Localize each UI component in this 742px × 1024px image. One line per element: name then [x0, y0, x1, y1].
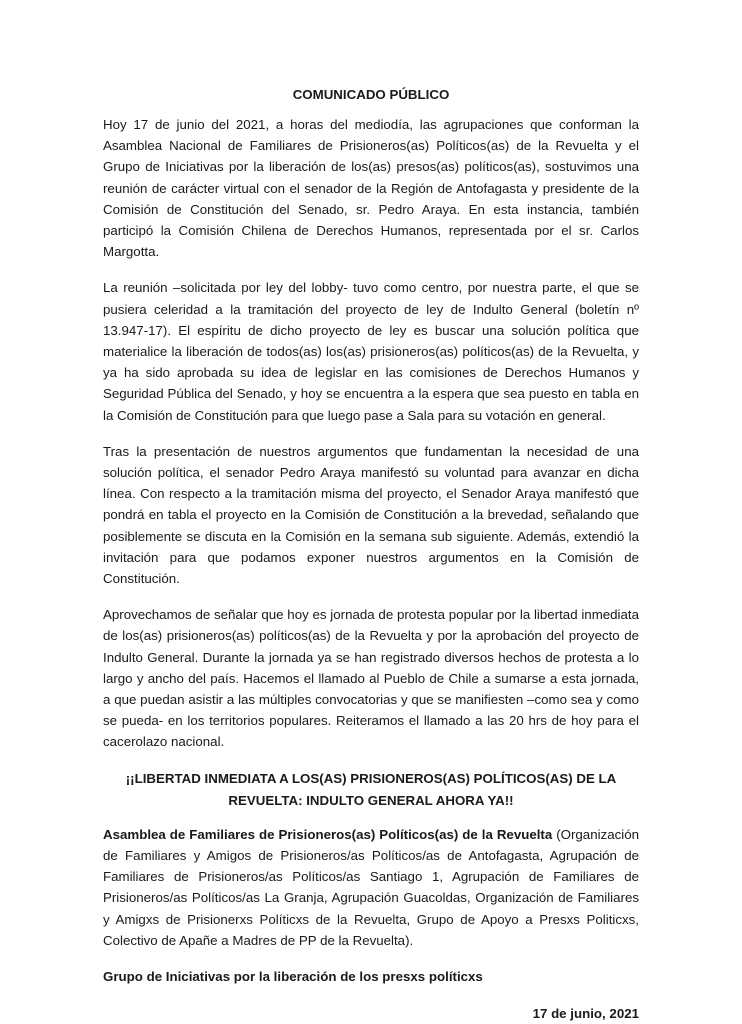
paragraph-protest: Aprovechamos de señalar que hoy es jornada de protesta popular por la libertad inmediata de los(as) prisioneros(as) políticos(as) de la Revuelta y por la aprobación del proyecto de Indulto General. Durante la jornada ya se han registrado diversos hechos de protesta a lo largo y ancho del país. Hacemos el llamado al Pueblo de Chile a sumarse a esta jornada, a que puedan asistir a las múltiples convocatorias y que se manifiesten –como sea y como se pueda- en los territorios populares. Reiteramos el llamado a las 20 hrs de hoy para el cacerolazo nacional. [103, 607, 639, 750]
paragraph-meeting: Hoy 17 de junio del 2021, a horas del mediodía, las agrupaciones que conforman la Asamblea Nacional de Familiares de Prisioneros(as) Políticos(as) de la Revuelta y el Grupo de Iniciativas por la liberación de los(as) presos(as) políticos(as), sostuvimos una reunión de carácter virtual con el senador de la Región de Antofagasta y presidente de la Comisión de Constitución del Senado, sr. Pedro Araya. En esta instancia, también participó la Comisión Chilena de Derechos Humanos, representada por el sr. Carlos Margotta. [103, 117, 639, 260]
assembly-signature [103, 824, 639, 951]
assembly-members: (Organización de Familiares y Amigos de Prisioneros/as Políticos/as de Antofagasta, Agrupación de Familiares de Prisioneros/as Políticos/as Santiago 1, Agrupación de Familiares de Prisioneros/as Políticos/as La Granja, Agrupación Guacoldas, Organización de Familiares y Amigxs de Prisionerxs Políticxs de la Revuelta, Grupo de Apoyo a Presxs Politicxs, Colectivo de Apañe a Madres de PP de la Revuelta). [103, 826, 639, 948]
group-signature: Grupo de Iniciativas por la liberación de los presxs políticxs [103, 968, 483, 984]
slogan: ¡¡LIBERTAD INMEDIATA A LOS(AS) PRISIONEROS(AS) POLÍTICOS(AS) DE LA REVUELTA: INDULTO GENERAL AHORA YA!! [125, 770, 617, 808]
paragraph-arguments: Tras la presentación de nuestros argumentos que fundamentan la necesidad de una solución política, el senador Pedro Araya manifestó su voluntad para avanzar en dicha línea. Con respecto a la tramitación misma del proyecto, el Senador Araya manifestó que pondrá en tabla el proyecto en la Comisión de Constitución a la brevedad, señalando que posiblemente se discuta en la Comisión en la semana sub siguiente. Además, extendió la invitación para que podamos exponer nuestros argumentos en la Comisión de Constitución. [103, 443, 639, 587]
document-page [103, 84, 639, 1024]
document-title: COMUNICADO PÚBLICO [292, 87, 450, 102]
document-date: 17 de junio, 2021 [532, 1006, 639, 1022]
paragraph-lobby: La reunión –solicitada por ley del lobby- tuvo como centro, por nuestra parte, el que se pusiera celeridad a la tramitación del proyecto de ley de Indulto General (boletín nº 13.947-17). El espíritu de dicho proyecto de ley es buscar una solución política que materialice la liberación de todos(as) los(as) prisioneros(as) políticos(as) de la Revuelta, y ya ha sido aprobada su idea de legislar en las comisiones de Derechos Humanos y Seguridad Pública del Senado, y hoy se encuentra a la espera que sea puesto en tabla en la Comisión de Constitución para que luego pase a Sala para su votación en general. [103, 280, 639, 423]
assembly-name: Asamblea de Familiares de Prisioneros(as) Políticos(as) de la Revuelta [103, 826, 553, 842]
